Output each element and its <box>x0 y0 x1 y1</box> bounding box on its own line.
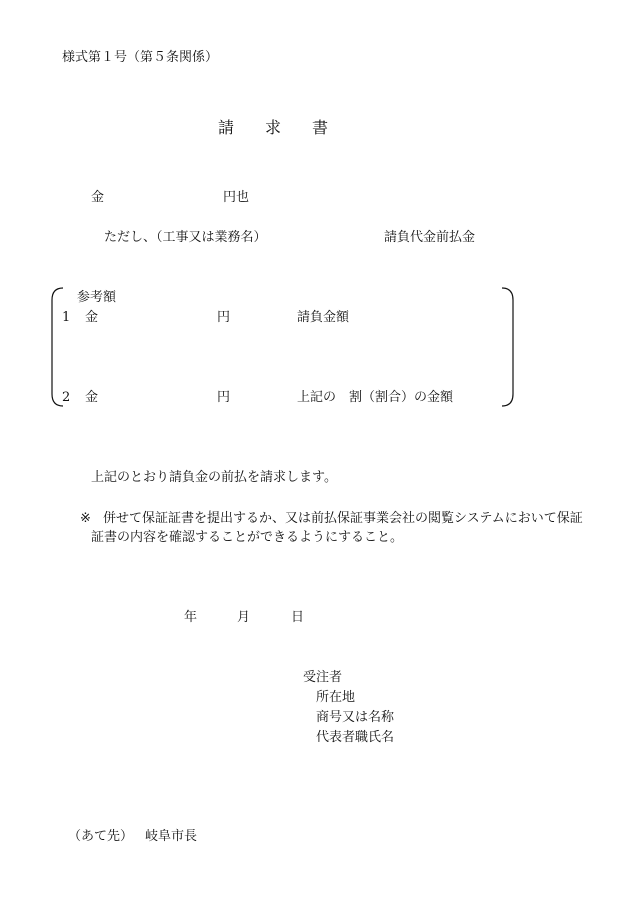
purpose-prefix: ただし、（工事又は業務名） <box>104 230 267 245</box>
title-char-2: 求 <box>265 118 283 137</box>
reference-item1-unit: 円 <box>217 310 231 325</box>
left-bracket-shape <box>52 288 63 406</box>
purpose-suffix: 請負代金前払金 <box>384 230 476 245</box>
addressee-label: （あて先） <box>68 829 134 844</box>
form-number: 様式第１号（第５条関係） <box>62 50 219 65</box>
date-year: 年 <box>184 610 198 625</box>
reference-item1-number: 1 <box>62 310 71 325</box>
date-month: 月 <box>237 610 251 625</box>
reference-item2-number: 2 <box>62 390 71 405</box>
reference-item2-unit: 円 <box>217 390 231 405</box>
reference-label: 参考額 <box>77 290 117 305</box>
right-bracket-shape <box>502 288 513 406</box>
request-statement: 上記のとおり請負金の前払を請求します。 <box>91 470 337 485</box>
amount-label: 金 <box>91 190 105 205</box>
contractor-representative-label: 代表者職氏名 <box>316 730 395 745</box>
addressee-name: 岐阜市長 <box>145 829 198 844</box>
contractor-address-label: 所在地 <box>316 690 356 705</box>
title-char-1: 請 <box>218 118 236 137</box>
reference-item2-desc: 上記の 割（割合）の金額 <box>297 390 454 405</box>
note-line-1: 併せて保証証書を提出するか、又は前払保証事業会社の閲覧システムにおいて保証 <box>103 511 583 526</box>
title-char-3: 書 <box>312 118 330 137</box>
amount-unit: 円也 <box>223 190 250 205</box>
reference-item1-desc: 請負金額 <box>297 310 350 325</box>
contractor-company-label: 商号又は名称 <box>316 710 395 725</box>
note-mark: ※ <box>80 511 91 526</box>
date-day: 日 <box>291 610 305 625</box>
reference-item1-label: 金 <box>85 310 99 325</box>
note-line-2: 証書の内容を確認することができるようにすること。 <box>91 530 404 545</box>
contractor-heading: 受注者 <box>303 670 343 685</box>
reference-item2-label: 金 <box>85 390 99 405</box>
